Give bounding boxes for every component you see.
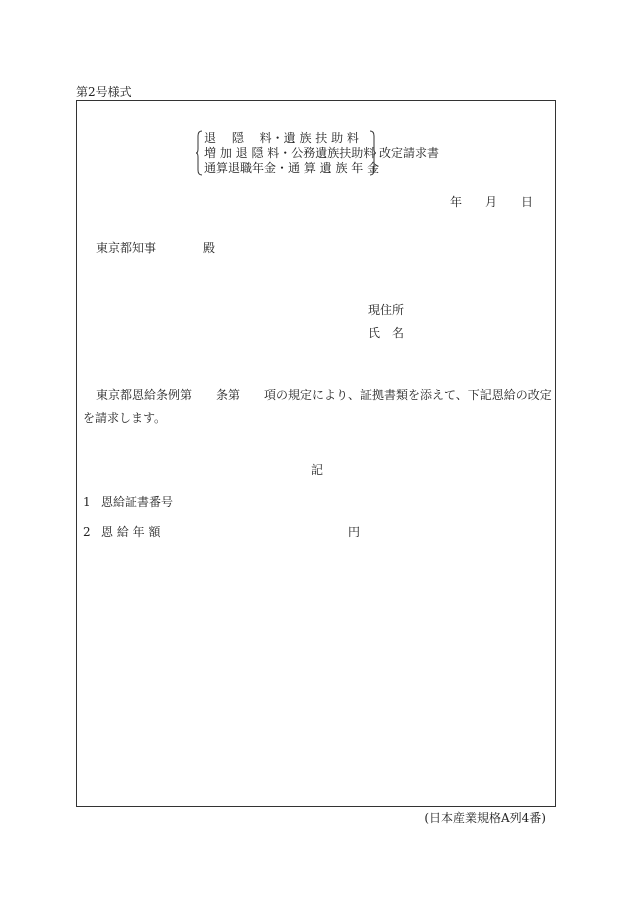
item-1-label: 恩給証書番号 — [101, 495, 174, 509]
title-line-3: 通算退職年金・通 算 遺 族 年 金 — [204, 161, 380, 175]
left-brace — [196, 130, 202, 176]
form-number: 第2号様式 — [76, 85, 132, 99]
body-text-line-1: 東京都恩給条例第 条第 項の規定により、証拠書類を添えて、下記恩給の改定 — [96, 388, 552, 402]
form-frame — [76, 100, 556, 807]
item-2-number: 2 — [83, 525, 91, 539]
item-1-number: 1 — [83, 495, 91, 509]
date-day: 日 — [521, 195, 534, 209]
name-label: 氏 名 — [368, 326, 405, 340]
title-line-2: 増 加 退 隠 料・公務遺族扶助料 — [204, 146, 376, 160]
right-brace — [370, 130, 376, 176]
addressee-honorific: 殿 — [203, 241, 216, 255]
record-heading: 記 — [311, 463, 324, 477]
date-year: 年 — [450, 195, 463, 209]
paper-size-note: (日本産業規格A列4番) — [424, 811, 546, 825]
date-month: 月 — [485, 195, 498, 209]
item-2-label: 恩 給 年 額 — [101, 525, 161, 539]
title-suffix: 改定請求書 — [379, 146, 440, 160]
body-text-line-2: を請求します。 — [83, 411, 167, 425]
title-line-1: 退 隠 料・遺 族 扶 助 料 — [204, 131, 359, 145]
item-2-unit: 円 — [348, 525, 361, 539]
addressee-name: 東京都知事 — [96, 241, 157, 255]
address-label: 現住所 — [368, 303, 405, 317]
